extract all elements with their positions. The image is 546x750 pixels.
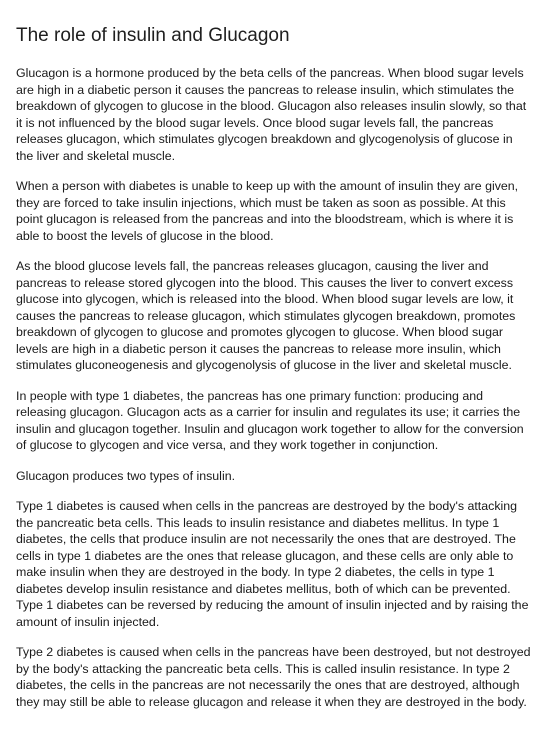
article-paragraph-1: Glucagon is a hormone produced by the beta cells of the pancreas. When blood sugar levels are high in a diabetic person it causes the pancreas to release insulin, which stimulates the breakdown of glycogen to glucose in the blood. Glucagon also releases insulin slowly, so that it is not influenced by the blood sugar levels. Once blood sugar levels fall, the pancreas releases glucagon, which stimulates glycogen breakdown and glycogenolysis of glucose in the liver and skeletal muscle. — [16, 66, 527, 163]
article-paragraph-6: Type 1 diabetes is caused when cells in the pancreas are destroyed by the body's attacking the pancreatic beta cells. This leads to insulin resistance and diabetes mellitus. In type 1 diabetes, the cells that produce insulin are not necessarily the ones that are destroyed. The cells in type 1 diabetes are the ones that release glucagon, and these cells are only able to make insulin when they are destroyed in the body. In type 2 diabetes, the cells in type 1 diabetes develop insulin resistance and diabetes mellitus, both of which can be prevented. Type 1 diabetes can be reversed by reducing the amount of insulin injected and by raising the amount of insulin injected. — [16, 499, 529, 629]
article-paragraph-5: Glucagon produces two types of insulin. — [16, 468, 236, 483]
article-title: The role of insulin and Glucagon — [16, 25, 290, 46]
article-paragraph-3: As the blood glucose levels fall, the pancreas releases glucagon, causing the liver and pancreas to release stored glycogen into the blood. This causes the liver to convert excess glucose into glycogen, which is released into the blood. When blood sugar levels are low, it causes the pancreas to release glucagon, which stimulates glycogen breakdown, promotes breakdown of glycogen to glucose and promotes glycogen to glucose. When blood sugar levels are high in a diabetic person it causes the pancreas to release more insulin, which stimulates gluconeogenesis and glycogenolysis of glucose in the liver and skeletal muscle. — [16, 259, 516, 372]
article — [16, 24, 532, 724]
article-paragraph-2: When a person with diabetes is unable to keep up with the amount of insulin they are given, they are forced to take insulin injections, which must be taken as soon as possible. At this point glucagon is released from the pancreas and into the bloodstream, which is where it is able to boost the levels of glucose in the blood. — [16, 179, 519, 243]
article-paragraph-4: In people with type 1 diabetes, the pancreas has one primary function: producing and releasing glucagon. Glucagon acts as a carrier for insulin and regulates its use; it carries the insulin and glucagon together. Insulin and glucagon work together to allow for the conversion of glucose to glycogen and vice versa, and they work together in conjunction. — [16, 388, 524, 452]
article-paragraph-7: Type 2 diabetes is caused when cells in the pancreas have been destroyed, but not destroyed by the body's attacking the pancreatic beta cells. This is called insulin resistance. In type 2 diabetes, the cells in the pancreas are not necessarily the ones that are destroyed, although they may still be able to release glucagon and release it when they are destroyed in the body. — [16, 645, 531, 709]
